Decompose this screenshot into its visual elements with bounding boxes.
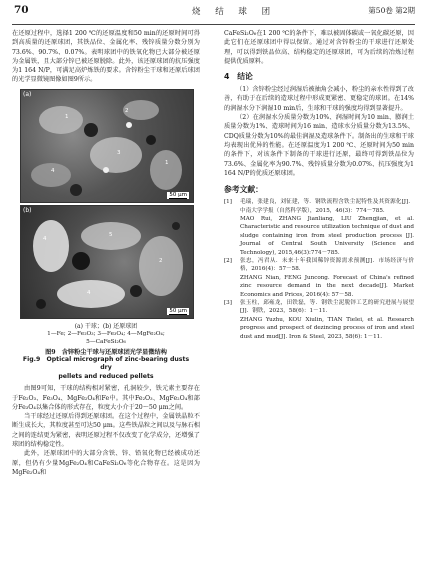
right-paragraph-1: CaFeSi₂O₆在1 200 ℃的条件下，难以被固体碳或一氧化碳还原，因此它们在还原球团中得以保留。通过对含锌粉尘的干球进行还原处理，可以得到铁品位高、结构稳定的还原球团，可为后续的冶炼过程提供优质原料。 bbox=[224, 30, 414, 65]
phase-marker: 5 bbox=[109, 231, 113, 238]
reference-list bbox=[224, 198, 414, 341]
section-title-conclusion: 4 结论 bbox=[224, 72, 253, 82]
phase-marker: 3 bbox=[117, 149, 121, 156]
figure-legend-line-2: 5—CaFeSi₂O₆ bbox=[86, 338, 126, 345]
micrograph-b-texture bbox=[21, 206, 193, 318]
right-column bbox=[224, 29, 414, 341]
figure-caption-en: Fig.9 Optical micrograph of zinc-bearing dusts dry pellets and reduced pellets bbox=[22, 355, 190, 380]
phase-marker: 2 bbox=[125, 107, 129, 114]
reference-item: ZHANG Yuzhu, KOU Xiulin, TIAN Tielei, et al. Research progress and prospect of dezincing process of iron and steel dust and mud[J]. Iron & Steel, 2023, 58(6): 1－11. bbox=[240, 316, 414, 340]
running-header bbox=[14, 4, 415, 24]
phase-marker: 1 bbox=[65, 113, 69, 120]
figure-legend-line-1: 1—Fe; 2—Fe₂O₃; 3—Fe₃O₄; 4—MgFe₂O₄; bbox=[47, 330, 165, 337]
left-paragraph-3: 当干球经过还原后得到还原球团。在这个过程中，金属铁晶粒不断生成长大，其粒度甚至可达50 μm。这些铁晶粒之间以及与脉石相之间的连结更为紧密，表明还原过程不仅改变了化学成分，还增强了球团的结构稳定性。 bbox=[12, 413, 200, 449]
reference-item: ZHANG Nian, FENG Juncong. Forecast of China's refined zinc resource demand in the next decade[J]. Market Economics and Prices, 2016(4): 57－58. bbox=[240, 274, 414, 298]
left-column bbox=[12, 29, 200, 477]
references-title: 参考文献： bbox=[224, 185, 263, 195]
phase-marker: 2 bbox=[159, 257, 163, 264]
scale-bar-b: 50 μm bbox=[169, 307, 187, 314]
conclusion-1: （1）含锌粉尘经过润湿后被抽角会减小，粉尘的亲水性得到了改善，有助于在后续的造球过程中形成更紧密、更稳定的球团。在14%的润湿水分下润湿10 min后，生球和干球的强度均得到显著提升。 bbox=[224, 86, 414, 112]
left-paragraph-1: 在还原过程中，选择1 200 ℃的还原温度和50 min的还原时间可得到高质量的还原球团，其铁品位、金属化率、残锌质量分数分别为73.6%、90.7%、0.07%。表明球团中的铁氧化物已大部分被还原为金属铁，且大部分锌已被还原脱除。此外，该还原球团的抗压强度为1 164 N/P，可满足高炉炼铁的要求。含锌粉尘干球和还原后球团的光学显微镜图像如图9所示。 bbox=[12, 30, 200, 84]
micrograph-reduced-pellet bbox=[20, 205, 194, 319]
page-number: 70 bbox=[14, 4, 29, 16]
phase-marker: 1 bbox=[165, 159, 169, 166]
figure-subcaption: (a) 干球；(b) 还原球团 bbox=[74, 322, 138, 330]
micrograph-dry-pellet bbox=[20, 89, 194, 203]
header-rule bbox=[12, 24, 415, 25]
left-paragraph-2: 由图9可知，干球的结构相对紧密，孔洞较少，铁元素主要存在于Fe₂O₃、Fe₃O₄、MgFe₂O₄和Fe中。其中Fe₂O₃、MgFe₂O₄和部分Fe₃O₄以集合体的形式存在，粒度大小介于20～50 μm之间。 bbox=[12, 385, 200, 411]
reference-item: [3] 张玉柱，邱雍龙，田铁磊，等．钢铁尘泥脱锌工艺的研究进展与展望[J]．钢铁，2023，58(6)：1－11． bbox=[224, 300, 414, 315]
figure-9 bbox=[20, 89, 192, 382]
micrograph-a-texture bbox=[21, 90, 193, 202]
volume-issue: 第50卷 第2期 bbox=[368, 6, 415, 15]
phase-marker: 4 bbox=[43, 235, 47, 242]
reference-item: MAO Rui, ZHANG Jianliang, LIU Zhengjian, et al. Characteristic and resource utilization technique of dust and sludge containing iron from steel production process [J]. Journal of Central South University (Science and Technology), 2015,46(3):774－785. bbox=[240, 215, 414, 256]
panel-b-label: (b) bbox=[23, 206, 32, 214]
figure-caption-cn: 图9 含锌粉尘干球与还原球团光学显微结构 bbox=[45, 348, 167, 356]
phase-marker: 4 bbox=[87, 289, 91, 296]
phase-marker: 4 bbox=[51, 167, 55, 174]
conclusion-2: （2）在润湿水分质量分数为10%、润湿时间为10 min、膨润土质量分数为1%、造球时间为16 min、造球水分质量分数为13.5%、CDQ质量分数为10%的最佳润湿及造球条件下。制备出的生球和干球均表现出优异的性能。在还原温度为1 200 ℃、还原时间为50 min的条件下，对该条件下制备的干球进行还原，最终可得到铁品位为73.6%、金属化率为90.7%、残锌质量分数为0.07%、抗压强度为1 164 N/P的优质还原球团。 bbox=[224, 114, 414, 177]
scale-bar-a: 50 μm bbox=[169, 191, 187, 198]
panel-a-label: (a) bbox=[23, 90, 32, 98]
left-paragraph-4: 此外，还原球团中的大部分含铁、锌、铅氧化物已经被成功还原，但仍有少量MgFe₂O₄和CaFeSi₂O₆等化合物存在。这是因为MgFe₂O₄和 bbox=[12, 450, 200, 476]
reference-item: [1] 毛瑞，张建良，刘征建，等．钢铁流程含铁尘泥特性及其资源化[J]．中南大学学报（自然科学版），2015，46(3)：774－785． bbox=[224, 199, 414, 214]
reference-item: [2] 张忠，冯君从．未来十年我国稀锌资源需求预测[J]．市场经济与价格，2016(4)：57－58． bbox=[224, 258, 414, 273]
journal-name: 烧 结 球 团 bbox=[192, 7, 277, 17]
